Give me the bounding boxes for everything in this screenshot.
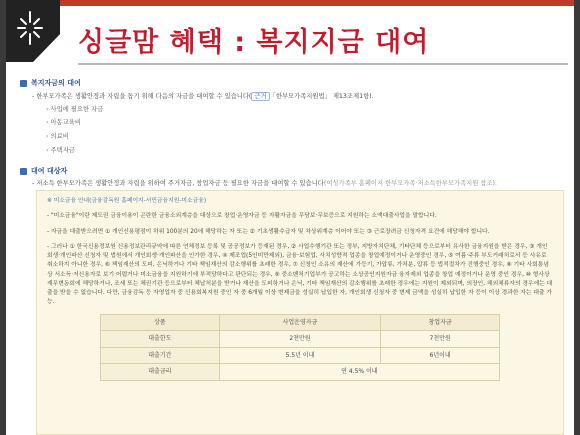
slide-title: 싱글맘 혜택 : 복지지금 대여 xyxy=(78,27,430,58)
section-heading-loan: 복지자금의 대여 xyxy=(20,78,565,89)
info-exclusions: - 그러나 ① 한국신용정보원 신용정보관리규약에 따른 연체정보 등록 및 공공정보가 등재된 경우, ② 사업수행기관 또는 정부, 지방자치단체, 기타단체 등으로부터 유사한 금융지원을 받은 경우, ③ 개인회생·개인파산 신청자 및 법원에서 개인회생·개인파산을 인가한 경우, ④ 제조업(5인미만제외), 금융·보험업, 사치성향적 업종을 창업예정이거나 운영중인 경우, ⑤ 여름·주류 부도거래처로서 등 사유로 취소하지 아니한 경우, ⑥ 책임재산의 도피, 은닉하거나 기타 책임재산의 감소행위를 초래한 경우, ⑦ 신청인 소유의 재산에 가등기, 가압류, 가처분, 압류 등 법적절차가 진행중인 경우, ⑧ 기타 사회통념상 서소득·저신용자로 보기 어렵거나 미소금융을 지원하기에 부적당하다고 판단되는 경우, ⑨ 중소벤처기업부가 공고하는 소상공인지원자금 융자제외 업종을 창업 예정이거나 운영 중인 경우, ⑩ 형사상 재무변동회에 해당하거나, 조세 또는 체권기관 등으로부터 체납처분을 받거나 재산을 도피하거나 은닉, 기타 책임재산의 감소행위를 초래한 경우에는 지원이 제외되며, 의장인, 해외체류자의 경우에는 대출을 받을 수 없습니다. 다만, 금융감독 등 자영업자 중 신용회복지원 중인 자 중 6개월 이상 변제금을 성실히 납입한 자, 개인회생 신청자 중 변제 금액을 성실히 납입한 자 등이 이상 경과한 자는 대출 가능. xyxy=(47,243,553,306)
title-underline xyxy=(78,63,568,65)
left-edge xyxy=(0,0,6,435)
list-item: › 의료비 xyxy=(46,132,565,142)
top-accent-bar xyxy=(60,0,574,6)
table-cell: 대출금리 xyxy=(101,364,220,381)
table-row xyxy=(101,331,500,348)
section2-body: - 저소득 한부모가족은 생활안정과 자립을 위하여 주거자금, 창업자금 등 필요한 자금을 대여할 수 있습니다(여성가족부 홈페이지 한부모가족·저소득한부모가족지원 참조). xyxy=(32,180,497,188)
table-header: 창업자금 xyxy=(381,314,500,331)
info-eligibility: - 자금을 대출받으려면 ① 개인신용평점이 하위 100분의 20에 해당하는 자 또는 ② 기초생활수급자 및 차상위계층 이어야 또는 ③ 근로장려금 신청자격 요건에 해당해야 합니다. xyxy=(47,228,490,235)
right-edge xyxy=(574,0,580,435)
sparkle-icon xyxy=(10,6,50,52)
table-cell: 2천만원 xyxy=(219,331,381,348)
section-bullet-icon xyxy=(20,80,27,87)
section1-body: - 한부모가족은 생활안정과 자립을 돕기 위해 다음의 자금을 대여할 수 있습니다( 근거 「한부모가족지원법」 제13조제1항). xyxy=(32,92,374,100)
table-cell: 7천만원 xyxy=(381,331,500,348)
list-item: › 아동교육비 xyxy=(46,118,565,128)
fund-list xyxy=(46,105,565,156)
table-row xyxy=(101,347,500,364)
table-cell: 대출기간 xyxy=(101,347,220,364)
microfinance-info-box xyxy=(36,190,564,435)
list-item: › 사업에 필요한 자금 xyxy=(46,105,565,115)
table-cell: 연 4.5% 이내 xyxy=(219,364,499,381)
table-cell: 대출한도 xyxy=(101,331,220,348)
table-cell: 6년이내 xyxy=(381,347,500,364)
section-heading-eligible: 대여 대상자 xyxy=(20,166,565,177)
table-row xyxy=(101,364,500,381)
table-cell: 5.5년 이내 xyxy=(219,347,381,364)
table-header-row xyxy=(101,314,500,331)
section-bullet-icon xyxy=(20,168,27,175)
table-header: 상품 xyxy=(101,314,220,331)
info-lead: ※ 미소금융 안내(금융감독원 홈페이지-서민금융지원-미소금융) xyxy=(47,198,207,204)
info-definition: - "미소금융"이란 제도권 금융이용이 곤란한 금융소외계층을 대상으로 창업·운영자금 등 자활자금을 무담보·무보증으로 지원하는 소액대출사업을 말합니다. xyxy=(47,213,437,220)
list-item: › 주택자금 xyxy=(46,146,565,156)
content-area xyxy=(20,78,565,189)
basis-link[interactable]: 근거 xyxy=(251,92,269,101)
table-header: 사업운영자금 xyxy=(219,314,381,331)
loan-table xyxy=(100,314,500,381)
